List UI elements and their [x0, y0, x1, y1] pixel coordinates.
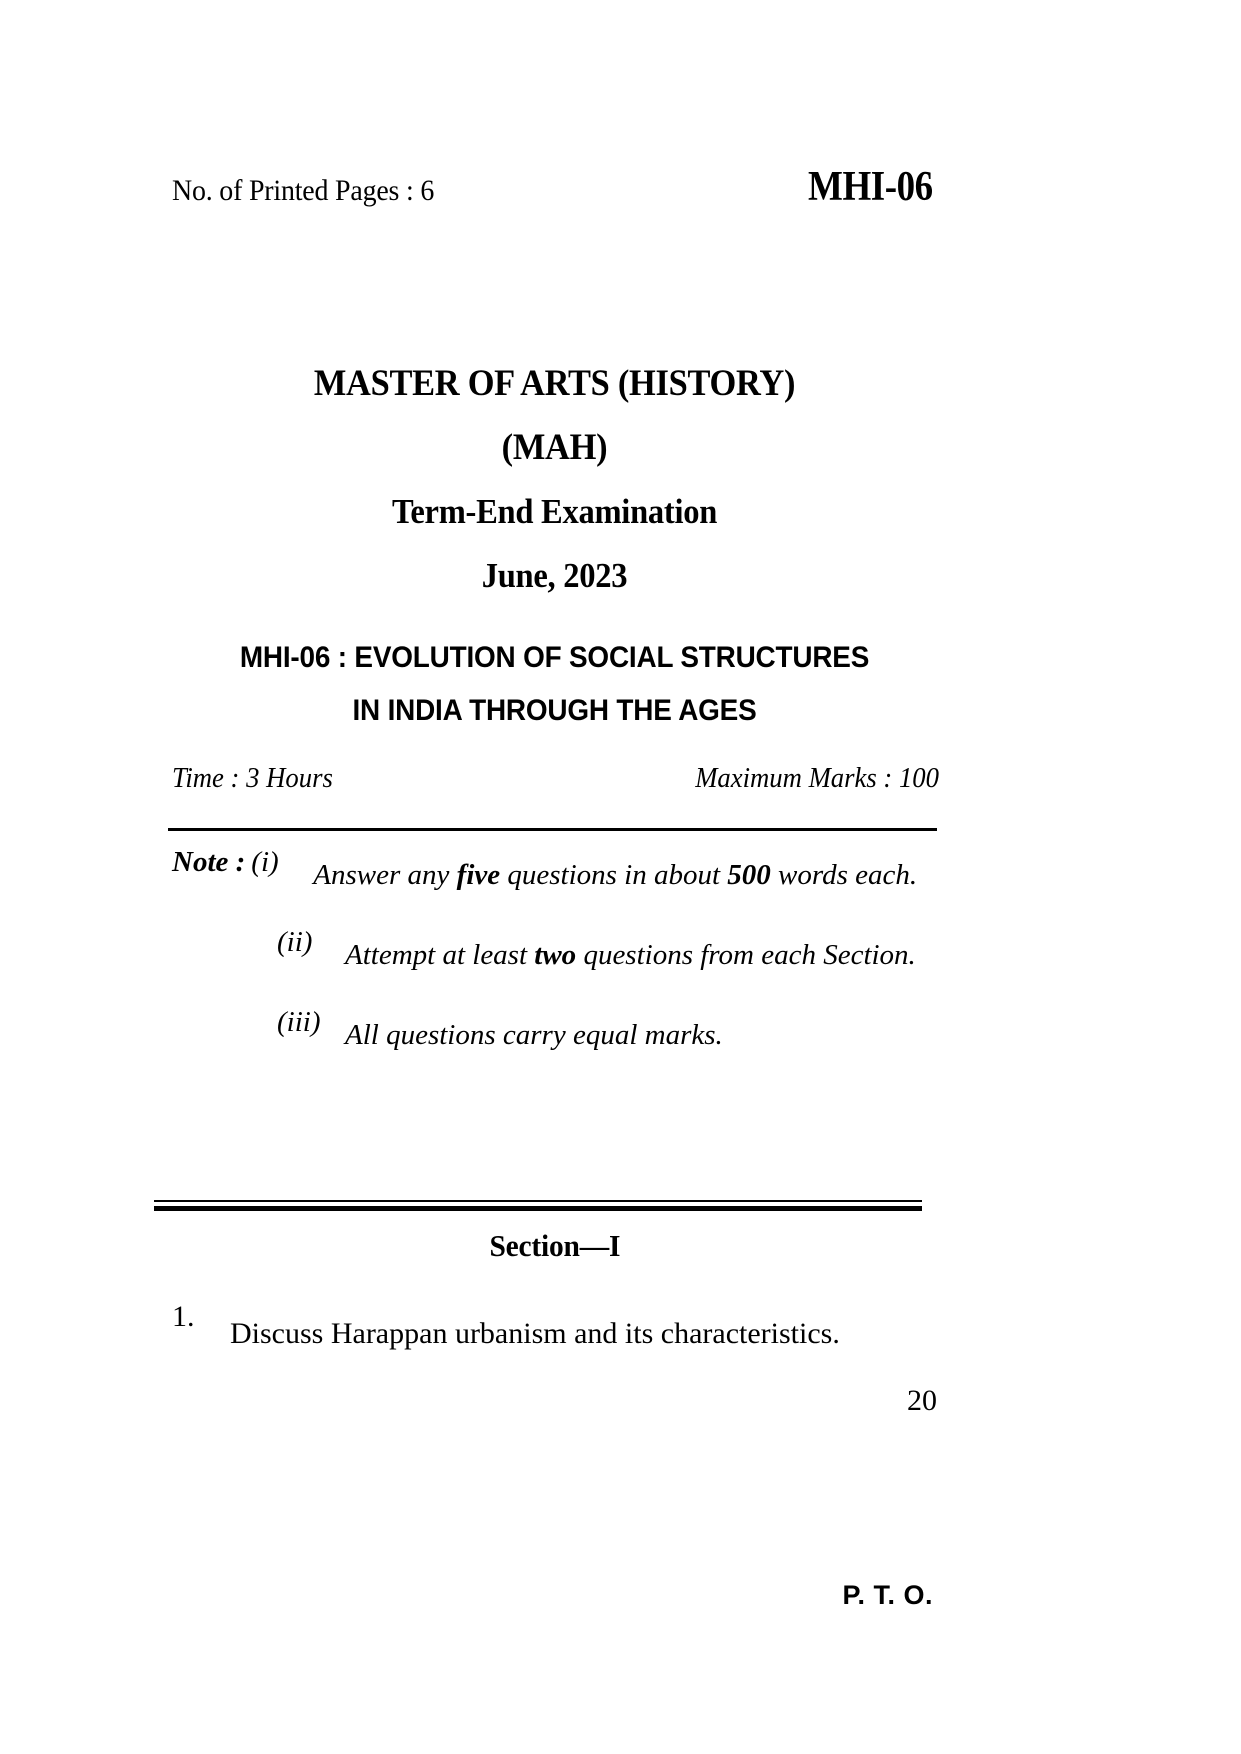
program-name: MASTER OF ARTS (HISTORY): [313, 363, 796, 404]
note-label: Note :: [172, 846, 246, 878]
examination-type: Term-End Examination: [391, 492, 718, 531]
note-text-iii: All questions carry equal marks.: [345, 1019, 723, 1051]
course-title-line-1: MHI-06 : EVOLUTION OF SOCIAL STRUCTURES: [239, 641, 870, 674]
note-roman-iii: (iii): [277, 1006, 321, 1038]
course-title: [172, 631, 937, 737]
printed-pages-count: No. of Printed Pages : 6: [172, 174, 435, 207]
exam-duration: Time : 3 Hours: [172, 762, 333, 794]
exam-meta-row: [172, 762, 937, 795]
question-body: [230, 1300, 937, 1434]
paper-code: MHI-06: [808, 164, 933, 210]
page-header: [172, 163, 937, 211]
question-text: Discuss Harappan urbanism and its characteristics.: [230, 1317, 840, 1350]
note-text-ii: [345, 926, 937, 985]
note-roman-i: (i): [251, 846, 279, 878]
page-turn-over-label: P. T. O.: [842, 1580, 933, 1610]
question-list: [172, 1300, 937, 1434]
exam-title-block: [172, 352, 937, 608]
section-heading-label: Section—I: [489, 1228, 620, 1263]
note-i-emphasis-five: five: [456, 859, 501, 891]
note-i-emphasis-500: 500: [727, 859, 771, 891]
note-item-ii: [172, 926, 937, 985]
instructions-note-block: [172, 846, 937, 1086]
course-title-line-2: IN INDIA THROUGH THE AGES: [352, 694, 757, 727]
horizontal-rule-double: [154, 1200, 922, 1211]
exam-maximum-marks: Maximum Marks : 100: [695, 762, 939, 794]
note-ii-part-1: Attempt at least: [345, 939, 535, 971]
note-roman-ii: (ii): [277, 926, 313, 958]
note-i-part-2: questions in about: [500, 859, 728, 891]
question-number: 1.: [172, 1300, 195, 1333]
section-heading: [172, 1228, 937, 1264]
note-i-part-3: words each.: [770, 859, 918, 891]
question-marks: 20: [907, 1384, 937, 1417]
note-item-i: [172, 846, 937, 905]
rule-thick-line: [154, 1206, 922, 1211]
note-ii-part-2: questions from each Section.: [576, 939, 916, 971]
question-item: [172, 1300, 937, 1434]
examination-session: June, 2023: [481, 556, 628, 595]
note-i-part-1: Answer any: [313, 859, 457, 891]
note-ii-emphasis-two: two: [534, 939, 577, 971]
program-code: (MAH): [501, 427, 608, 468]
rule-thin-line: [154, 1200, 922, 1202]
horizontal-rule-top: [168, 828, 937, 831]
note-item-iii: [172, 1006, 937, 1065]
note-text-i: [313, 846, 937, 905]
